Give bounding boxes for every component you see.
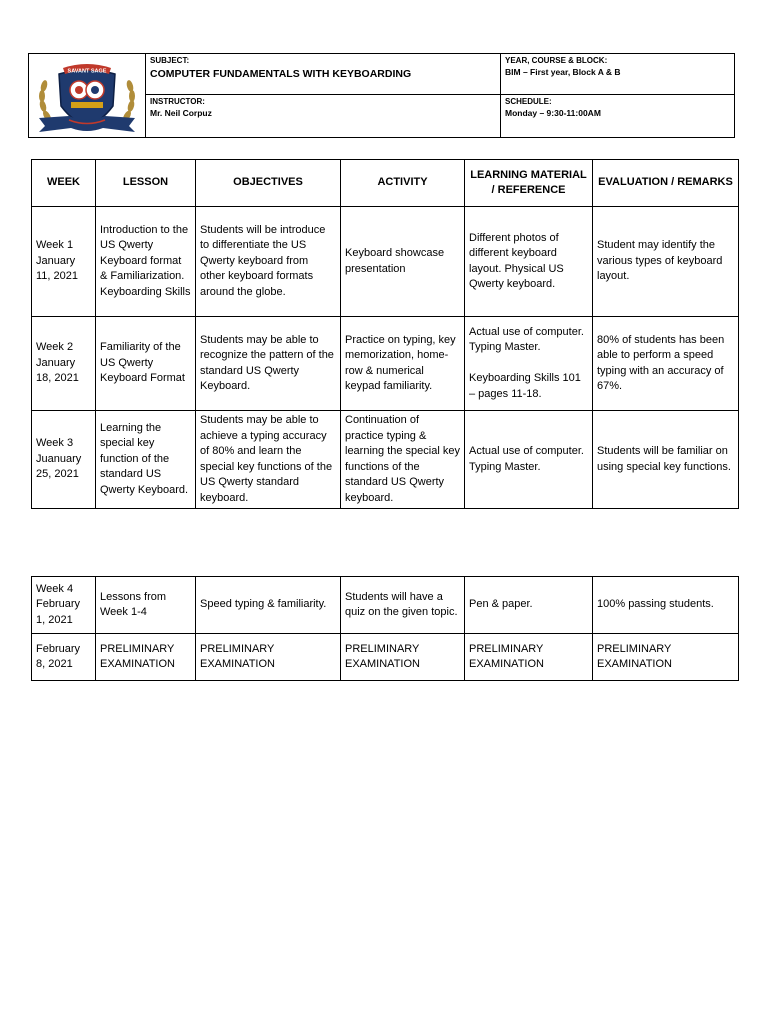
objectives-cell: Students may be able to recognize the pattern of the standard US Qwerty Keyboard. (196, 317, 341, 411)
instructor-label: INSTRUCTOR: (150, 97, 205, 106)
table-row (32, 577, 739, 634)
school-logo (29, 54, 145, 137)
logo-text: SAVANT SAGE (67, 68, 107, 75)
activity-cell: Continuation of practice typing & learning the special key functions of the standard US Qwerty keyboard. (341, 411, 465, 509)
column-header-objectives: OBJECTIVES (196, 160, 341, 207)
instructor-cell (146, 95, 501, 137)
instructor-value: Mr. Neil Corpuz (150, 108, 212, 118)
course-header (28, 53, 735, 138)
column-header-lesson: LESSON (96, 160, 196, 207)
evaluation-cell: Student may identify the various types of keyboard layout. (593, 207, 739, 317)
table-row (32, 411, 739, 509)
subject-value: COMPUTER FUNDAMENTALS WITH KEYBOARDING (150, 68, 412, 80)
objectives-cell: Speed typing & familiarity. (196, 577, 341, 634)
material-cell: Pen & paper. (465, 577, 593, 634)
table-header-row (32, 160, 739, 207)
schedule-label: SCHEDULE: (505, 97, 552, 106)
logo-cell (29, 54, 146, 137)
column-header-week: WEEK (32, 160, 96, 207)
lesson-cell: PRELIMINARY EXAMINATION (96, 634, 196, 681)
objectives-cell: Students will be introduce to differentiate the US Qwerty keyboard from other keyboard formats around the globe. (196, 207, 341, 317)
table-row (32, 317, 739, 411)
activity-cell: Keyboard showcase presentation (341, 207, 465, 317)
activity-cell: PRELIMINARY EXAMINATION (341, 634, 465, 681)
objectives-cell: PRELIMINARY EXAMINATION (196, 634, 341, 681)
week-cell: Week 2 January 18, 2021 (32, 317, 96, 411)
lesson-plan-table (31, 159, 739, 509)
column-header-activity: ACTIVITY (341, 160, 465, 207)
subject-label: SUBJECT: (150, 56, 190, 65)
activity-cell: Practice on typing, key memorization, home-row & numerical keypad familiarity. (341, 317, 465, 411)
lesson-cell: Learning the special key function of the standard US Qwerty Keyboard. (96, 411, 196, 509)
schedule-value: Monday – 9:30-11:00AM (505, 108, 601, 118)
lesson-cell: Familiarity of the US Qwerty Keyboard Format (96, 317, 196, 411)
year-course-block-value: BIM – First year, Block A & B (505, 67, 621, 77)
week-cell: Week 1 January 11, 2021 (32, 207, 96, 317)
activity-cell: Students will have a quiz on the given topic. (341, 577, 465, 634)
column-header-evaluation: EVALUATION / REMARKS (593, 160, 739, 207)
week-cell: February 8, 2021 (32, 634, 96, 681)
objectives-cell: Students may be able to achieve a typing accuracy of 80% and learn the special key functions of the US Qwerty standard keyboard. (196, 411, 341, 509)
material-cell: Actual use of computer. Typing Master. (465, 411, 593, 509)
evaluation-cell: PRELIMINARY EXAMINATION (593, 634, 739, 681)
evaluation-cell: 80% of students has been able to perform a speed typing with an accuracy of 67%. (593, 317, 739, 411)
table-row (32, 634, 739, 681)
lesson-cell: Lessons from Week 1-4 (96, 577, 196, 634)
lesson-cell: Introduction to the US Qwerty Keyboard format & Familiarization. Keyboarding Skills (96, 207, 196, 317)
week-cell: Week 3 Juanuary 25, 2021 (32, 411, 96, 509)
year-course-block-cell (501, 54, 734, 95)
column-header-learning-material: LEARNING MATERIAL / REFERENCE (465, 160, 593, 207)
subject-cell (146, 54, 501, 95)
evaluation-cell: 100% passing students. (593, 577, 739, 634)
table-row (32, 207, 739, 317)
evaluation-cell: Students will be familiar on using special key functions. (593, 411, 739, 509)
schedule-cell (501, 95, 734, 137)
year-course-block-label: YEAR, COURSE & BLOCK: (505, 56, 608, 65)
material-cell: PRELIMINARY EXAMINATION (465, 634, 593, 681)
material-cell: Different photos of different keyboard layout. Physical US Qwerty keyboard. (465, 207, 593, 317)
week-cell: Week 4 February 1, 2021 (32, 577, 96, 634)
material-cell: Actual use of computer. Typing Master. Keyboarding Skills 101 – pages 11-18. (465, 317, 593, 411)
lesson-plan-table-continued (31, 576, 739, 681)
